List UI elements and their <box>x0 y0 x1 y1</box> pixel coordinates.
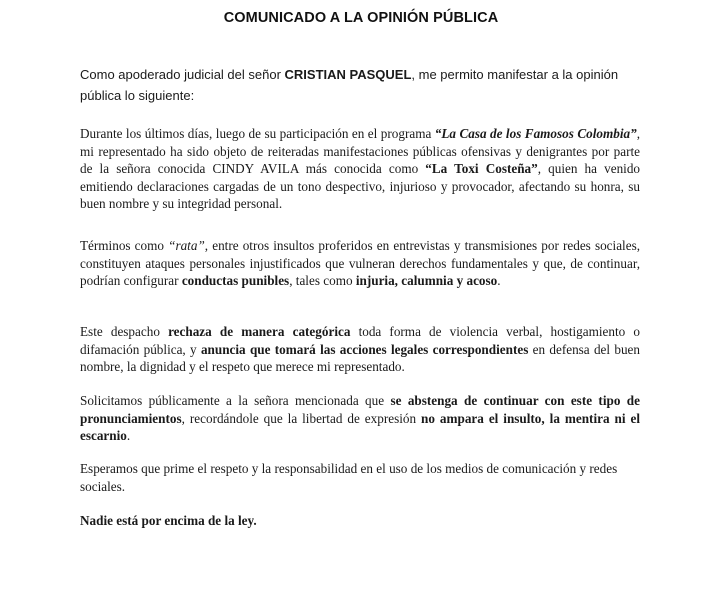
p4-bold-ampara: no ampara el insulto, la mentira ni el escarnio <box>80 410 640 444</box>
p4-bold-abstenga: se abstenga de continuar con este tipo de pronunciamientos <box>80 393 640 426</box>
p4-text-e: . <box>126 428 131 444</box>
p4-text-c: , recordándole que la libertad de expresión <box>181 410 422 426</box>
p2-text-e: , tales como <box>289 273 356 289</box>
p1-text-e: , quien ha venido emitiendo declaraciones cargadas de un tono despectivo, injurioso y provocador, afectando su honra, su buen nombre y su integridad personal. <box>80 161 641 212</box>
p3-text-c: toda forma de violencia verbal, hostigamiento o difamación pública, y <box>80 324 640 357</box>
paragraph-2 <box>80 237 640 290</box>
p2-bold-crimes: injuria, calumnia y acoso <box>355 273 498 289</box>
p3-text-a: Este despacho <box>80 324 169 339</box>
p3-text-e: en defensa del buen nombre, la dignidad y el respeto que merece mi representado. <box>80 341 640 375</box>
document-title: COMUNICADO A LA OPINIÓN PÚBLICA <box>223 10 499 26</box>
p2-text-a: Términos como <box>80 238 169 253</box>
p4-text-a: Solicitamos públicamente a la señora mencionada que <box>80 393 391 408</box>
p1-show-name: “La Casa de los Famosos Colombia” <box>434 126 637 141</box>
p1-text-a: Durante los últimos días, luego de su participación en el programa <box>80 126 435 141</box>
p3-bold-anuncia: anuncia que tomará las acciones legales correspondientes <box>200 341 529 357</box>
client-name: CRISTIAN PASQUEL <box>284 67 412 82</box>
paragraph-3 <box>80 323 640 376</box>
p2-bold-punibles: conductas punibles <box>181 273 290 289</box>
p2-text-c: , entre otros insultos proferidos en entrevistas y transmisiones por redes sociales, constituyen ataques personales injustificados que vulneran derechos fundamentales y que, de continuar, podrían configurar <box>80 238 640 289</box>
intro-text: Como apoderado judicial del señor <box>80 67 285 82</box>
p1-text-c: , mi representado ha sido objeto de reiteradas manifestaciones públicas ofensivas y denigrantes por parte de la señora conocida CINDY AVILA más conocida como <box>80 126 640 177</box>
paragraph-5: Esperamos que prime el respeto y la responsabilidad en el uso de los medios de comunicación y redes sociales. <box>80 461 618 494</box>
intro-text-end: , me permito manifestar a la opinión pública lo siguiente: <box>80 67 619 103</box>
closing-statement: Nadie está por encima de la ley. <box>80 513 257 528</box>
p3-bold-rechaza: rechaza de manera categórica <box>168 324 351 339</box>
paragraph-4 <box>80 392 640 445</box>
p1-alias: “La Toxi Costeña” <box>425 161 538 177</box>
p2-quoted-word: “rata” <box>168 238 205 253</box>
p2-text-g: . <box>497 273 501 289</box>
paragraph-1 <box>80 125 640 213</box>
intro-paragraph <box>80 64 640 106</box>
